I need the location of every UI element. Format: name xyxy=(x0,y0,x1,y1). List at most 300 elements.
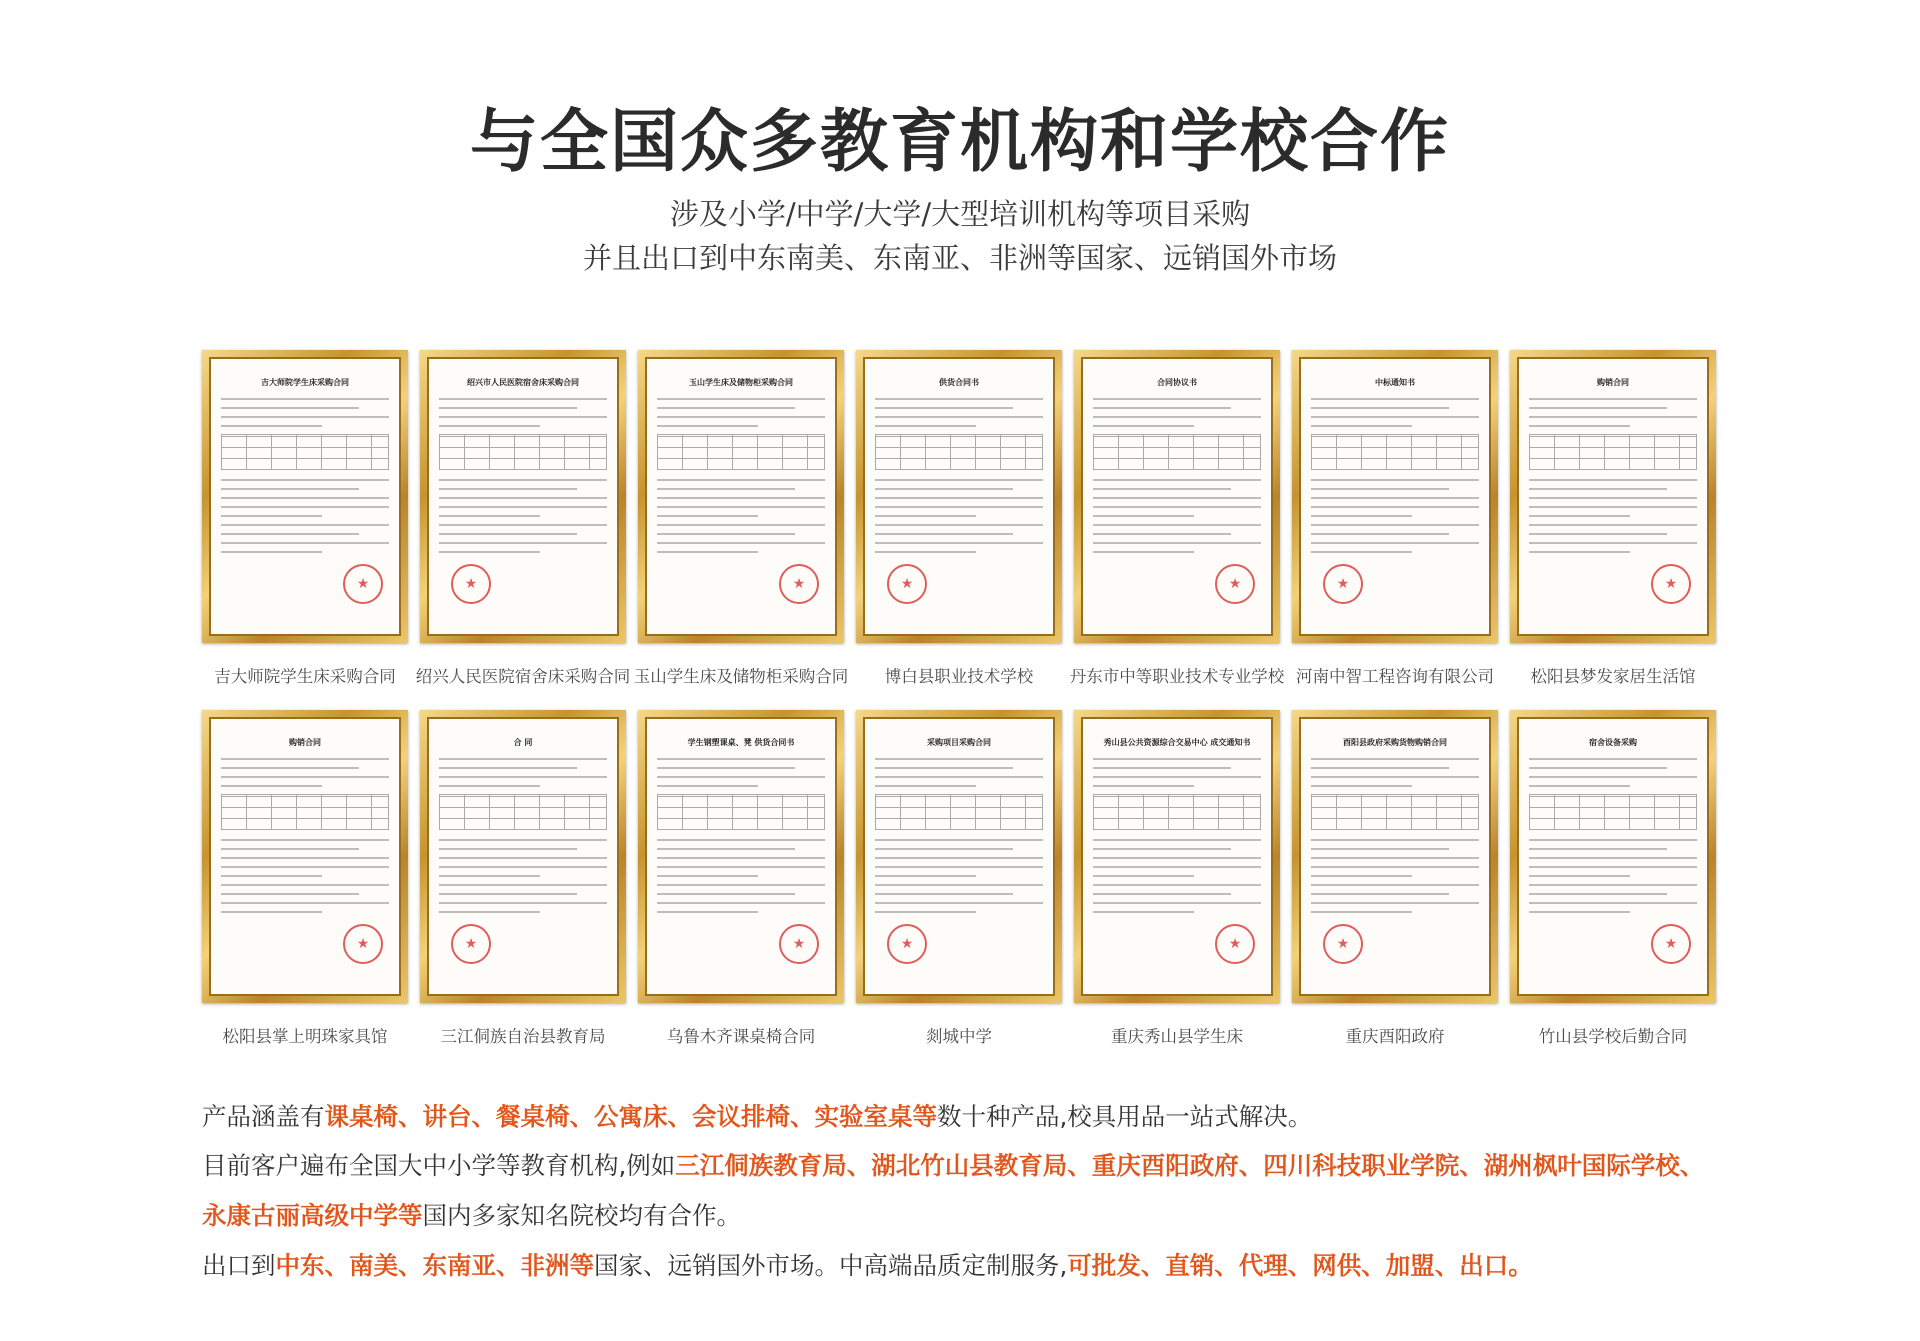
document-table xyxy=(439,794,607,830)
document-table xyxy=(221,794,389,830)
document-text-line xyxy=(875,479,1043,481)
document-text-line xyxy=(1093,425,1194,427)
gold-frame xyxy=(420,710,626,1003)
red-seal-icon xyxy=(779,924,819,964)
gold-frame xyxy=(1074,710,1280,1003)
document-table xyxy=(1093,794,1261,830)
seal-star-icon: ★ xyxy=(356,936,370,952)
document-text-line xyxy=(1093,416,1261,418)
certificate-caption: 松阳县掌上明珠家具馆 xyxy=(222,1027,388,1046)
document-text-line xyxy=(657,398,825,400)
document-table xyxy=(1529,434,1697,470)
document-text-line xyxy=(1529,839,1697,841)
document-text-line xyxy=(1093,785,1194,787)
clients-text-a: 目前客户遍布全国大中小学等教育机构,例如 xyxy=(202,1151,676,1180)
document-text-line xyxy=(657,758,825,760)
document-text-line xyxy=(221,542,389,544)
document-text-line xyxy=(1529,866,1697,868)
document-text-line xyxy=(1311,785,1412,787)
document-text-line xyxy=(657,884,825,886)
export-highlight-services: 可批发、直销、代理、网供、加盟、出口。 xyxy=(1067,1251,1533,1280)
document-text-line xyxy=(657,479,825,481)
certificate-card[interactable] xyxy=(1292,710,1498,1047)
document-text-line xyxy=(1093,515,1194,517)
contract-document-image xyxy=(645,717,837,996)
contract-document-image xyxy=(1517,717,1709,996)
document-text-line xyxy=(875,884,1043,886)
document-text-line xyxy=(657,902,825,904)
red-seal-icon xyxy=(451,924,491,964)
certificate-caption: 乌鲁木齐课桌椅合同 xyxy=(666,1027,816,1046)
certificate-caption: 绍兴人民医院宿舍床采购合同 xyxy=(415,667,631,686)
document-title: 合同协议书 xyxy=(1157,378,1197,387)
document-title: 购销合同 xyxy=(1597,378,1629,387)
description-products xyxy=(202,1092,1722,1142)
document-text-line xyxy=(657,533,795,535)
gold-frame xyxy=(1510,710,1716,1003)
document-text-line xyxy=(439,839,607,841)
red-seal-icon xyxy=(1651,564,1691,604)
document-title: 玉山学生床及储物柜采购合同 xyxy=(689,378,793,387)
document-title: 中标通知书 xyxy=(1375,378,1415,387)
document-text-line xyxy=(221,479,389,481)
document-text-line xyxy=(1093,758,1261,760)
document-text-line xyxy=(1529,857,1697,859)
document-text-line xyxy=(1093,866,1261,868)
certificate-card[interactable] xyxy=(420,710,626,1047)
document-text-line xyxy=(1093,839,1261,841)
contract-document-image xyxy=(1081,357,1273,636)
document-text-line xyxy=(1093,893,1231,895)
red-seal-icon xyxy=(1323,564,1363,604)
document-text-line xyxy=(1311,839,1479,841)
products-highlight: 课桌椅、讲台、餐桌椅、公寓床、会议排椅、实验室桌等 xyxy=(324,1102,937,1131)
document-text-line xyxy=(1311,758,1479,760)
document-text-line xyxy=(875,767,1013,769)
document-text-line xyxy=(1311,425,1412,427)
red-seal-icon xyxy=(779,564,819,604)
document-text-line xyxy=(221,839,389,841)
document-text-line xyxy=(657,776,825,778)
document-text-line xyxy=(1529,893,1667,895)
red-seal-icon xyxy=(1651,924,1691,964)
document-text-line xyxy=(875,407,1013,409)
red-seal-icon xyxy=(451,564,491,604)
document-text-line xyxy=(221,488,359,490)
document-text-line xyxy=(1311,524,1479,526)
gold-frame xyxy=(1292,710,1498,1003)
document-text-line xyxy=(875,902,1043,904)
document-text-line xyxy=(1529,542,1697,544)
seal-star-icon: ★ xyxy=(1228,936,1242,952)
certificate-caption: 河南中智工程咨询有限公司 xyxy=(1296,667,1494,686)
export-text-c: 国家、远销国外市场。中高端品质定制服务, xyxy=(594,1251,1068,1280)
document-text-line xyxy=(875,776,1043,778)
contract-document-image xyxy=(209,717,401,996)
document-text-line xyxy=(875,848,1013,850)
certificate-card[interactable] xyxy=(1510,350,1716,687)
export-text-a: 出口到 xyxy=(202,1251,276,1280)
products-text-c: 数十种产品,校具用品一站式解决。 xyxy=(937,1102,1313,1131)
seal-star-icon: ★ xyxy=(900,576,914,592)
document-text-line xyxy=(1529,479,1697,481)
document-text-line xyxy=(875,497,1043,499)
document-text-line xyxy=(221,875,322,877)
document-text-line xyxy=(875,857,1043,859)
description-export xyxy=(202,1241,1722,1291)
gold-frame xyxy=(202,710,408,1003)
document-text-line xyxy=(439,911,540,913)
document-text-line xyxy=(1311,542,1479,544)
document-text-line xyxy=(875,488,1013,490)
certificate-row-2 xyxy=(202,710,1718,1047)
document-title: 学生钢塑课桌、凳 供货合同书 xyxy=(687,738,795,747)
document-text-line xyxy=(1529,506,1697,508)
document-text-line xyxy=(1093,479,1261,481)
seal-star-icon: ★ xyxy=(900,936,914,952)
document-text-line xyxy=(221,398,389,400)
document-text-line xyxy=(1311,893,1449,895)
certificate-card[interactable] xyxy=(1292,350,1498,687)
document-text-line xyxy=(1529,551,1630,553)
certificate-row-1 xyxy=(202,350,1718,687)
document-text-line xyxy=(439,425,540,427)
document-text-line xyxy=(1311,866,1479,868)
document-text-line xyxy=(1311,479,1479,481)
gold-frame xyxy=(1510,350,1716,643)
document-title: 合 同 xyxy=(513,738,533,747)
contract-document-image xyxy=(1081,717,1273,996)
certificate-card[interactable] xyxy=(633,350,849,687)
document-text-line xyxy=(1093,524,1261,526)
document-title: 酉阳县政府采购货物购销合同 xyxy=(1343,738,1447,747)
gold-frame xyxy=(1074,350,1280,643)
document-text-line xyxy=(439,515,540,517)
document-text-line xyxy=(1311,911,1412,913)
document-text-line xyxy=(1093,848,1231,850)
contract-document-image xyxy=(1517,357,1709,636)
document-text-line xyxy=(875,416,1043,418)
document-text-line xyxy=(1093,857,1261,859)
red-seal-icon xyxy=(1323,924,1363,964)
gold-frame xyxy=(638,710,844,1003)
document-text-line xyxy=(439,776,607,778)
document-text-line xyxy=(1093,902,1261,904)
document-text-line xyxy=(1529,497,1697,499)
seal-star-icon: ★ xyxy=(792,936,806,952)
document-text-line xyxy=(875,785,976,787)
seal-star-icon: ★ xyxy=(1228,576,1242,592)
contract-document-image xyxy=(427,717,619,996)
document-text-line xyxy=(439,398,607,400)
document-text-line xyxy=(657,497,825,499)
seal-star-icon: ★ xyxy=(1664,576,1678,592)
contract-document-image xyxy=(1299,717,1491,996)
document-text-line xyxy=(439,902,607,904)
document-text-line xyxy=(1093,884,1261,886)
document-text-line xyxy=(221,425,322,427)
document-text-line xyxy=(657,515,758,517)
document-text-line xyxy=(657,407,795,409)
document-text-line xyxy=(875,524,1043,526)
document-text-line xyxy=(657,524,825,526)
document-text-line xyxy=(439,506,607,508)
document-text-line xyxy=(1529,425,1630,427)
gold-frame xyxy=(638,350,844,643)
document-text-line xyxy=(1529,758,1697,760)
document-text-line xyxy=(1529,776,1697,778)
document-text-line xyxy=(1529,848,1667,850)
certificate-card[interactable] xyxy=(415,350,631,687)
document-text-line xyxy=(439,551,540,553)
certificate-card[interactable] xyxy=(856,350,1062,687)
document-text-line xyxy=(1529,875,1630,877)
document-text-line xyxy=(221,848,359,850)
export-highlight-regions: 中东、南美、东南亚、非洲等 xyxy=(275,1251,594,1280)
document-text-line xyxy=(439,848,577,850)
document-table xyxy=(657,434,825,470)
document-text-line xyxy=(1311,767,1449,769)
document-text-line xyxy=(439,785,540,787)
certificate-caption: 竹山县学校后勤合同 xyxy=(1538,1027,1688,1046)
document-text-line xyxy=(875,542,1043,544)
document-text-line xyxy=(1311,416,1479,418)
document-text-line xyxy=(657,839,825,841)
seal-star-icon: ★ xyxy=(356,576,370,592)
document-table xyxy=(1311,434,1479,470)
document-text-line xyxy=(657,551,758,553)
document-text-line xyxy=(1529,902,1697,904)
certificate-caption: 重庆酉阳政府 xyxy=(1345,1027,1445,1046)
document-text-line xyxy=(1311,857,1479,859)
document-table xyxy=(1529,794,1697,830)
document-text-line xyxy=(1311,488,1449,490)
certificate-card[interactable] xyxy=(638,710,844,1047)
document-title: 购销合同 xyxy=(289,738,321,747)
document-text-line xyxy=(1311,506,1479,508)
contract-document-image xyxy=(863,717,1055,996)
gold-frame xyxy=(420,350,626,643)
document-table xyxy=(221,434,389,470)
document-text-line xyxy=(657,488,795,490)
subtitle-line-1: 涉及小学/中学/大学/大型培训机构等项目采购 xyxy=(669,197,1251,231)
document-table xyxy=(1093,434,1261,470)
document-text-line xyxy=(1093,551,1194,553)
document-text-line xyxy=(1311,551,1412,553)
contract-document-image xyxy=(863,357,1055,636)
document-text-line xyxy=(657,506,825,508)
gold-frame xyxy=(1292,350,1498,643)
document-text-line xyxy=(1093,911,1194,913)
seal-star-icon: ★ xyxy=(464,576,478,592)
document-text-line xyxy=(439,875,540,877)
document-text-line xyxy=(221,884,389,886)
document-title: 吉大师院学生床采购合同 xyxy=(261,378,349,387)
document-text-line xyxy=(1093,488,1231,490)
document-title: 宿舍设备采购 xyxy=(1589,738,1637,747)
document-text-line xyxy=(221,767,359,769)
document-table xyxy=(875,434,1043,470)
contract-document-image xyxy=(1299,357,1491,636)
document-text-line xyxy=(1311,848,1449,850)
contract-document-image xyxy=(427,357,619,636)
document-text-line xyxy=(221,533,359,535)
certificate-card[interactable] xyxy=(1510,710,1716,1047)
document-text-line xyxy=(657,893,795,895)
document-text-line xyxy=(1529,785,1630,787)
document-text-line xyxy=(221,911,322,913)
subtitle-line-2: 并且出口到中东南美、东南亚、非洲等国家、远销国外市场 xyxy=(582,241,1337,275)
document-text-line xyxy=(875,551,976,553)
certificate-caption: 玉山学生床及储物柜采购合同 xyxy=(633,667,849,686)
document-text-line xyxy=(1311,902,1479,904)
document-text-line xyxy=(1311,776,1479,778)
certificate-caption: 剡城中学 xyxy=(926,1027,992,1046)
document-text-line xyxy=(221,551,322,553)
document-text-line xyxy=(1093,542,1261,544)
document-text-line xyxy=(221,497,389,499)
document-text-line xyxy=(439,893,577,895)
document-text-line xyxy=(221,758,389,760)
document-text-line xyxy=(439,479,607,481)
document-text-line xyxy=(439,533,577,535)
document-text-line xyxy=(875,425,976,427)
document-text-line xyxy=(439,758,607,760)
document-text-line xyxy=(221,785,322,787)
document-title: 采购项目采购合同 xyxy=(927,738,991,747)
certificate-card[interactable] xyxy=(856,710,1062,1047)
document-text-line xyxy=(875,506,1043,508)
document-text-line xyxy=(1529,488,1667,490)
document-text-line xyxy=(875,911,976,913)
certificate-card[interactable] xyxy=(1069,350,1285,687)
document-text-line xyxy=(1311,515,1412,517)
document-text-line xyxy=(1529,767,1667,769)
document-text-line xyxy=(439,884,607,886)
document-text-line xyxy=(875,758,1043,760)
document-text-line xyxy=(1311,398,1479,400)
document-text-line xyxy=(657,542,825,544)
document-text-line xyxy=(1529,515,1630,517)
page-title: 与全国众多教育机构和学校合作 xyxy=(469,103,1450,182)
document-text-line xyxy=(657,848,795,850)
document-text-line xyxy=(221,893,359,895)
document-text-line xyxy=(439,416,607,418)
document-text-line xyxy=(439,857,607,859)
document-text-line xyxy=(1093,398,1261,400)
certificate-caption: 重庆秀山县学生床 xyxy=(1111,1027,1243,1046)
document-text-line xyxy=(657,875,758,877)
document-text-line xyxy=(221,515,322,517)
gold-frame xyxy=(202,350,408,643)
gold-frame xyxy=(856,350,1062,643)
document-text-line xyxy=(1529,407,1667,409)
document-text-line xyxy=(439,497,607,499)
document-text-line xyxy=(875,866,1043,868)
document-text-line xyxy=(657,785,758,787)
document-text-line xyxy=(1093,776,1261,778)
document-text-line xyxy=(1529,884,1697,886)
document-title: 供货合同书 xyxy=(939,378,979,387)
document-text-line xyxy=(1311,407,1449,409)
gold-frame xyxy=(856,710,1062,1003)
document-text-line xyxy=(657,857,825,859)
certificate-caption: 博白县职业技术学校 xyxy=(884,667,1034,686)
document-text-line xyxy=(221,506,389,508)
document-text-line xyxy=(1529,416,1697,418)
document-text-line xyxy=(875,893,1013,895)
clients-highlight: 三江侗族教育局、湖北竹山县教育局、重庆酉阳政府、四川科技职业学院、湖州枫叶国际学校、永康古丽高级中学等 xyxy=(202,1151,1705,1230)
document-text-line xyxy=(221,902,389,904)
document-text-line xyxy=(1093,506,1261,508)
red-seal-icon xyxy=(343,924,383,964)
document-text-line xyxy=(1529,524,1697,526)
document-text-line xyxy=(657,416,825,418)
seal-star-icon: ★ xyxy=(1336,936,1350,952)
document-title: 绍兴市人民医院宿舍床采购合同 xyxy=(467,378,579,387)
document-text-line xyxy=(1093,407,1231,409)
document-text-line xyxy=(221,857,389,859)
products-text-a: 产品涵盖有 xyxy=(202,1102,325,1131)
document-text-line xyxy=(1311,533,1449,535)
description-clients xyxy=(202,1141,1722,1241)
certificate-card[interactable] xyxy=(202,710,408,1047)
document-text-line xyxy=(221,776,389,778)
document-text-line xyxy=(875,875,976,877)
certificate-card[interactable] xyxy=(202,350,408,687)
document-text-line xyxy=(875,839,1043,841)
seal-star-icon: ★ xyxy=(464,936,478,952)
document-text-line xyxy=(657,425,758,427)
red-seal-icon xyxy=(887,564,927,604)
document-text-line xyxy=(221,416,389,418)
document-text-line xyxy=(439,866,607,868)
document-text-line xyxy=(1093,497,1261,499)
contract-document-image xyxy=(645,357,837,636)
document-text-line xyxy=(875,515,976,517)
certificate-caption: 吉大师院学生床采购合同 xyxy=(214,667,396,686)
red-seal-icon xyxy=(1215,924,1255,964)
document-text-line xyxy=(1529,533,1667,535)
document-text-line xyxy=(1093,533,1231,535)
red-seal-icon xyxy=(887,924,927,964)
document-text-line xyxy=(1311,875,1412,877)
certificate-card[interactable] xyxy=(1074,710,1280,1047)
document-table xyxy=(657,794,825,830)
seal-star-icon: ★ xyxy=(1664,936,1678,952)
document-text-line xyxy=(657,866,825,868)
document-text-line xyxy=(439,524,607,526)
document-text-line xyxy=(221,524,389,526)
document-table xyxy=(1311,794,1479,830)
document-text-line xyxy=(1311,884,1479,886)
document-text-line xyxy=(875,533,1013,535)
document-table xyxy=(875,794,1043,830)
document-text-line xyxy=(439,407,577,409)
document-text-line xyxy=(1093,767,1231,769)
certificate-caption: 丹东市中等职业技术专业学校 xyxy=(1069,667,1285,686)
document-text-line xyxy=(1311,497,1479,499)
document-text-line xyxy=(1529,398,1697,400)
document-title: 秀山县公共资源综合交易中心 成交通知书 xyxy=(1103,738,1251,747)
seal-star-icon: ★ xyxy=(792,576,806,592)
red-seal-icon xyxy=(343,564,383,604)
document-table xyxy=(439,434,607,470)
certificate-caption: 松阳县梦发家居生活馆 xyxy=(1530,667,1696,686)
document-text-line xyxy=(439,767,577,769)
document-text-line xyxy=(439,542,607,544)
document-text-line xyxy=(657,767,795,769)
